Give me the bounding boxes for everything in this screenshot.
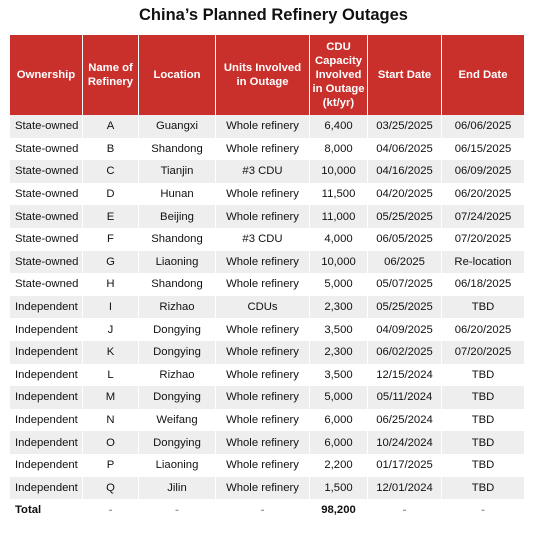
cell-start-date: 12/15/2024	[368, 364, 441, 387]
table-row	[10, 477, 524, 500]
table-row	[10, 431, 524, 454]
cell-name: G	[83, 251, 138, 274]
cell-name: N	[83, 409, 138, 432]
total-row	[10, 499, 524, 522]
cell-capacity: 4,000	[310, 228, 367, 251]
table-row	[10, 386, 524, 409]
cell-name: K	[83, 341, 138, 364]
cell-capacity: 11,500	[310, 183, 367, 206]
cell-start-date: 05/07/2025	[368, 273, 441, 296]
cell-end-date: 06/09/2025	[442, 160, 524, 183]
cell-start-date: 06/02/2025	[368, 341, 441, 364]
table-row	[10, 251, 524, 274]
cell-start-date: 05/11/2024	[368, 386, 441, 409]
cell-capacity: 5,000	[310, 386, 367, 409]
header-start-date: Start Date	[368, 35, 441, 115]
table-row	[10, 205, 524, 228]
cell-end-date: 06/06/2025	[442, 115, 524, 138]
cell-location: Shandong	[139, 228, 215, 251]
cell-name: B	[83, 138, 138, 161]
cell-name: D	[83, 183, 138, 206]
cell-end-date: TBD	[442, 477, 524, 500]
cell-ownership: Independent	[10, 364, 82, 387]
cell-location: Shandong	[139, 273, 215, 296]
total-name: -	[83, 499, 138, 522]
cell-name: H	[83, 273, 138, 296]
cell-capacity: 8,000	[310, 138, 367, 161]
total-label: Total	[10, 499, 82, 522]
cell-units: Whole refinery	[216, 341, 309, 364]
cell-units: Whole refinery	[216, 318, 309, 341]
table-row	[10, 341, 524, 364]
cell-units: Whole refinery	[216, 138, 309, 161]
cell-start-date: 06/2025	[368, 251, 441, 274]
cell-ownership: Independent	[10, 318, 82, 341]
cell-capacity: 10,000	[310, 251, 367, 274]
table-row	[10, 183, 524, 206]
cell-name: A	[83, 115, 138, 138]
total-location: -	[139, 499, 215, 522]
table-row	[10, 364, 524, 387]
cell-end-date: TBD	[442, 431, 524, 454]
cell-end-date: 07/24/2025	[442, 205, 524, 228]
cell-location: Jilin	[139, 477, 215, 500]
cell-location: Hunan	[139, 183, 215, 206]
cell-ownership: Independent	[10, 477, 82, 500]
cell-location: Beijing	[139, 205, 215, 228]
cell-end-date: 06/15/2025	[442, 138, 524, 161]
cell-units: Whole refinery	[216, 251, 309, 274]
cell-name: E	[83, 205, 138, 228]
cell-ownership: Independent	[10, 431, 82, 454]
cell-end-date: TBD	[442, 409, 524, 432]
cell-start-date: 01/17/2025	[368, 454, 441, 477]
cell-location: Shandong	[139, 138, 215, 161]
cell-units: #3 CDU	[216, 160, 309, 183]
cell-location: Weifang	[139, 409, 215, 432]
cell-capacity: 5,000	[310, 273, 367, 296]
table-row	[10, 160, 524, 183]
header-name-of-refinery: Name of Refinery	[83, 35, 138, 115]
cell-location: Rizhao	[139, 364, 215, 387]
table-row	[10, 296, 524, 319]
cell-start-date: 06/05/2025	[368, 228, 441, 251]
cell-name: Q	[83, 477, 138, 500]
cell-end-date: Re-location	[442, 251, 524, 274]
cell-start-date: 03/25/2025	[368, 115, 441, 138]
cell-ownership: State-owned	[10, 138, 82, 161]
cell-capacity: 2,300	[310, 341, 367, 364]
cell-units: Whole refinery	[216, 454, 309, 477]
cell-name: F	[83, 228, 138, 251]
cell-end-date: 06/18/2025	[442, 273, 524, 296]
cell-ownership: State-owned	[10, 273, 82, 296]
cell-capacity: 11,000	[310, 205, 367, 228]
cell-location: Liaoning	[139, 251, 215, 274]
cell-start-date: 04/20/2025	[368, 183, 441, 206]
cell-name: O	[83, 431, 138, 454]
cell-location: Tianjin	[139, 160, 215, 183]
cell-name: C	[83, 160, 138, 183]
header-location: Location	[139, 35, 215, 115]
cell-ownership: State-owned	[10, 251, 82, 274]
cell-location: Guangxi	[139, 115, 215, 138]
table-row	[10, 273, 524, 296]
cell-end-date: TBD	[442, 386, 524, 409]
cell-location: Dongying	[139, 386, 215, 409]
cell-location: Dongying	[139, 341, 215, 364]
table-row	[10, 454, 524, 477]
cell-end-date: 07/20/2025	[442, 341, 524, 364]
cell-start-date: 12/01/2024	[368, 477, 441, 500]
cell-name: L	[83, 364, 138, 387]
cell-ownership: State-owned	[10, 228, 82, 251]
cell-capacity: 1,500	[310, 477, 367, 500]
refinery-outages-table	[9, 35, 525, 522]
cell-ownership: Independent	[10, 454, 82, 477]
cell-start-date: 04/09/2025	[368, 318, 441, 341]
cell-capacity: 2,300	[310, 296, 367, 319]
cell-units: Whole refinery	[216, 409, 309, 432]
cell-name: M	[83, 386, 138, 409]
cell-units: Whole refinery	[216, 183, 309, 206]
cell-capacity: 2,200	[310, 454, 367, 477]
cell-capacity: 6,000	[310, 409, 367, 432]
cell-start-date: 04/16/2025	[368, 160, 441, 183]
cell-units: Whole refinery	[216, 273, 309, 296]
cell-location: Dongying	[139, 318, 215, 341]
cell-location: Rizhao	[139, 296, 215, 319]
cell-capacity: 10,000	[310, 160, 367, 183]
cell-end-date: TBD	[442, 454, 524, 477]
cell-name: J	[83, 318, 138, 341]
cell-capacity: 6,400	[310, 115, 367, 138]
cell-ownership: Independent	[10, 386, 82, 409]
cell-ownership: Independent	[10, 296, 82, 319]
cell-start-date: 06/25/2024	[368, 409, 441, 432]
header-cdu-capacity: CDU Capacity Involved in Outage (kt/yr)	[310, 35, 367, 115]
cell-start-date: 10/24/2024	[368, 431, 441, 454]
header-ownership: Ownership	[10, 35, 82, 115]
header-row	[10, 35, 524, 115]
cell-end-date: 06/20/2025	[442, 183, 524, 206]
cell-ownership: Independent	[10, 409, 82, 432]
cell-location: Dongying	[139, 431, 215, 454]
cell-capacity: 3,500	[310, 318, 367, 341]
table-row	[10, 115, 524, 138]
table-row	[10, 409, 524, 432]
total-units: -	[216, 499, 309, 522]
table-row	[10, 318, 524, 341]
cell-end-date: 06/20/2025	[442, 318, 524, 341]
cell-units: Whole refinery	[216, 431, 309, 454]
cell-start-date: 05/25/2025	[368, 296, 441, 319]
header-units-involved: Units Involved in Outage	[216, 35, 309, 115]
cell-units: CDUs	[216, 296, 309, 319]
table-body	[10, 115, 524, 522]
cell-ownership: State-owned	[10, 205, 82, 228]
table-row	[10, 228, 524, 251]
cell-ownership: State-owned	[10, 115, 82, 138]
total-capacity: 98,200	[310, 499, 367, 522]
header-end-date: End Date	[442, 35, 524, 115]
cell-units: Whole refinery	[216, 477, 309, 500]
cell-location: Liaoning	[139, 454, 215, 477]
cell-capacity: 6,000	[310, 431, 367, 454]
cell-ownership: Independent	[10, 341, 82, 364]
cell-start-date: 05/25/2025	[368, 205, 441, 228]
cell-end-date: 07/20/2025	[442, 228, 524, 251]
cell-capacity: 3,500	[310, 364, 367, 387]
cell-ownership: State-owned	[10, 160, 82, 183]
cell-name: I	[83, 296, 138, 319]
total-start-date: -	[368, 499, 441, 522]
cell-units: #3 CDU	[216, 228, 309, 251]
cell-start-date: 04/06/2025	[368, 138, 441, 161]
cell-ownership: State-owned	[10, 183, 82, 206]
total-end-date: -	[442, 499, 524, 522]
cell-units: Whole refinery	[216, 115, 309, 138]
cell-end-date: TBD	[442, 364, 524, 387]
table-title: China’s Planned Refinery Outages	[139, 6, 408, 24]
cell-units: Whole refinery	[216, 386, 309, 409]
cell-units: Whole refinery	[216, 364, 309, 387]
cell-units: Whole refinery	[216, 205, 309, 228]
cell-end-date: TBD	[442, 296, 524, 319]
cell-name: P	[83, 454, 138, 477]
table-row	[10, 138, 524, 161]
